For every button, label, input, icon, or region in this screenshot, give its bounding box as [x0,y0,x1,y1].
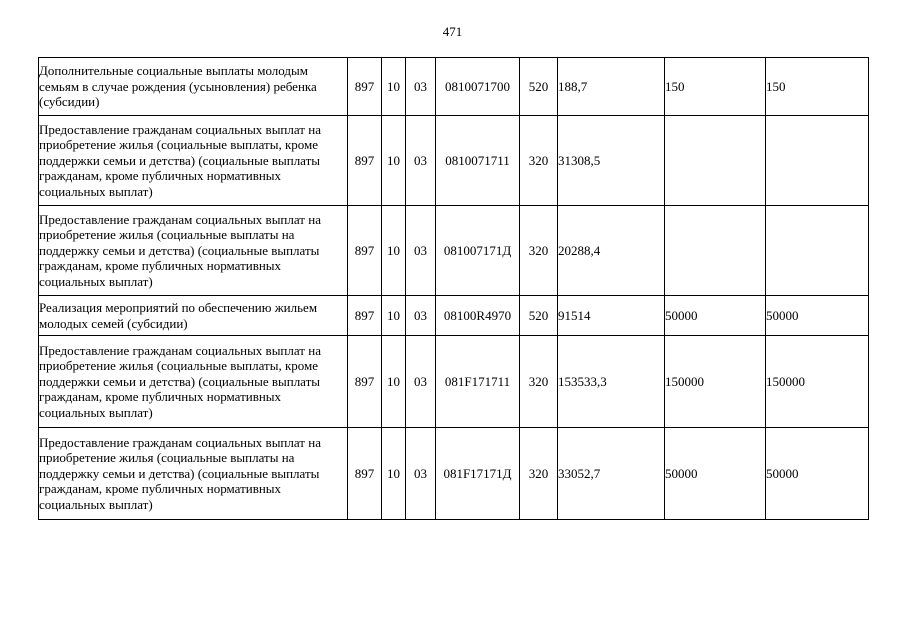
table-row [39,296,869,336]
row-description: Предоставление гражданам социальных выплат на приобретение жилья (социальные выплаты, кроме поддержки семьи и детства) (социальные выплаты гражданам, кроме публичных нормативных социальных выплат) [39,336,348,428]
table-row [39,116,869,206]
amount-year-1: 20288,4 [558,206,665,296]
subsection-code: 03 [406,336,436,428]
budget-table [38,57,869,520]
subsection-code: 03 [406,206,436,296]
ministry-code: 897 [348,116,382,206]
section-code: 10 [382,58,406,116]
expense-type-code: 320 [520,428,558,520]
amount-year-3: 150000 [766,336,869,428]
amount-year-3 [766,116,869,206]
ministry-code: 897 [348,58,382,116]
target-article-code: 081007171Д [436,206,520,296]
amount-year-2: 150000 [665,336,766,428]
target-article-code: 081F171711 [436,336,520,428]
target-article-code: 0810071700 [436,58,520,116]
amount-year-2: 50000 [665,428,766,520]
expense-type-code: 520 [520,58,558,116]
ministry-code: 897 [348,428,382,520]
target-article-code: 08100R4970 [436,296,520,336]
target-article-code: 081F17171Д [436,428,520,520]
subsection-code: 03 [406,428,436,520]
target-article-code: 0810071711 [436,116,520,206]
amount-year-1: 31308,5 [558,116,665,206]
amount-year-3: 50000 [766,428,869,520]
amount-year-1: 153533,3 [558,336,665,428]
amount-year-2 [665,206,766,296]
section-code: 10 [382,336,406,428]
amount-year-1: 188,7 [558,58,665,116]
expense-type-code: 320 [520,206,558,296]
amount-year-2: 150 [665,58,766,116]
row-description: Предоставление гражданам социальных выплат на приобретение жилья (социальные выплаты на поддержку семьи и детства) (социальные выплаты гражданам, кроме публичных нормативных социальных выплат) [39,428,348,520]
amount-year-3 [766,206,869,296]
ministry-code: 897 [348,296,382,336]
amount-year-3: 50000 [766,296,869,336]
section-code: 10 [382,116,406,206]
expense-type-code: 320 [520,336,558,428]
amount-year-2: 50000 [665,296,766,336]
amount-year-1: 91514 [558,296,665,336]
row-description: Предоставление гражданам социальных выплат на приобретение жилья (социальные выплаты на поддержку семьи и детства) (социальные выплаты гражданам, кроме публичных нормативных социальных выплат) [39,206,348,296]
row-description: Дополнительные социальные выплаты молодым семьям в случае рождения (усыновления) ребенка (субсидии) [39,58,348,116]
table-row [39,206,869,296]
expense-type-code: 520 [520,296,558,336]
section-code: 10 [382,296,406,336]
ministry-code: 897 [348,336,382,428]
row-description: Реализация мероприятий по обеспечению жильем молодых семей (субсидии) [39,296,348,336]
ministry-code: 897 [348,206,382,296]
row-description: Предоставление гражданам социальных выплат на приобретение жилья (социальные выплаты, кроме поддержки семьи и детства) (социальные выплаты гражданам, кроме публичных нормативных социальных выплат) [39,116,348,206]
amount-year-3: 150 [766,58,869,116]
subsection-code: 03 [406,296,436,336]
page-number: 471 [442,24,463,39]
section-code: 10 [382,428,406,520]
subsection-code: 03 [406,58,436,116]
subsection-code: 03 [406,116,436,206]
amount-year-1: 33052,7 [558,428,665,520]
table-row [39,428,869,520]
section-code: 10 [382,206,406,296]
table-row [39,58,869,116]
expense-type-code: 320 [520,116,558,206]
amount-year-2 [665,116,766,206]
table-row [39,336,869,428]
